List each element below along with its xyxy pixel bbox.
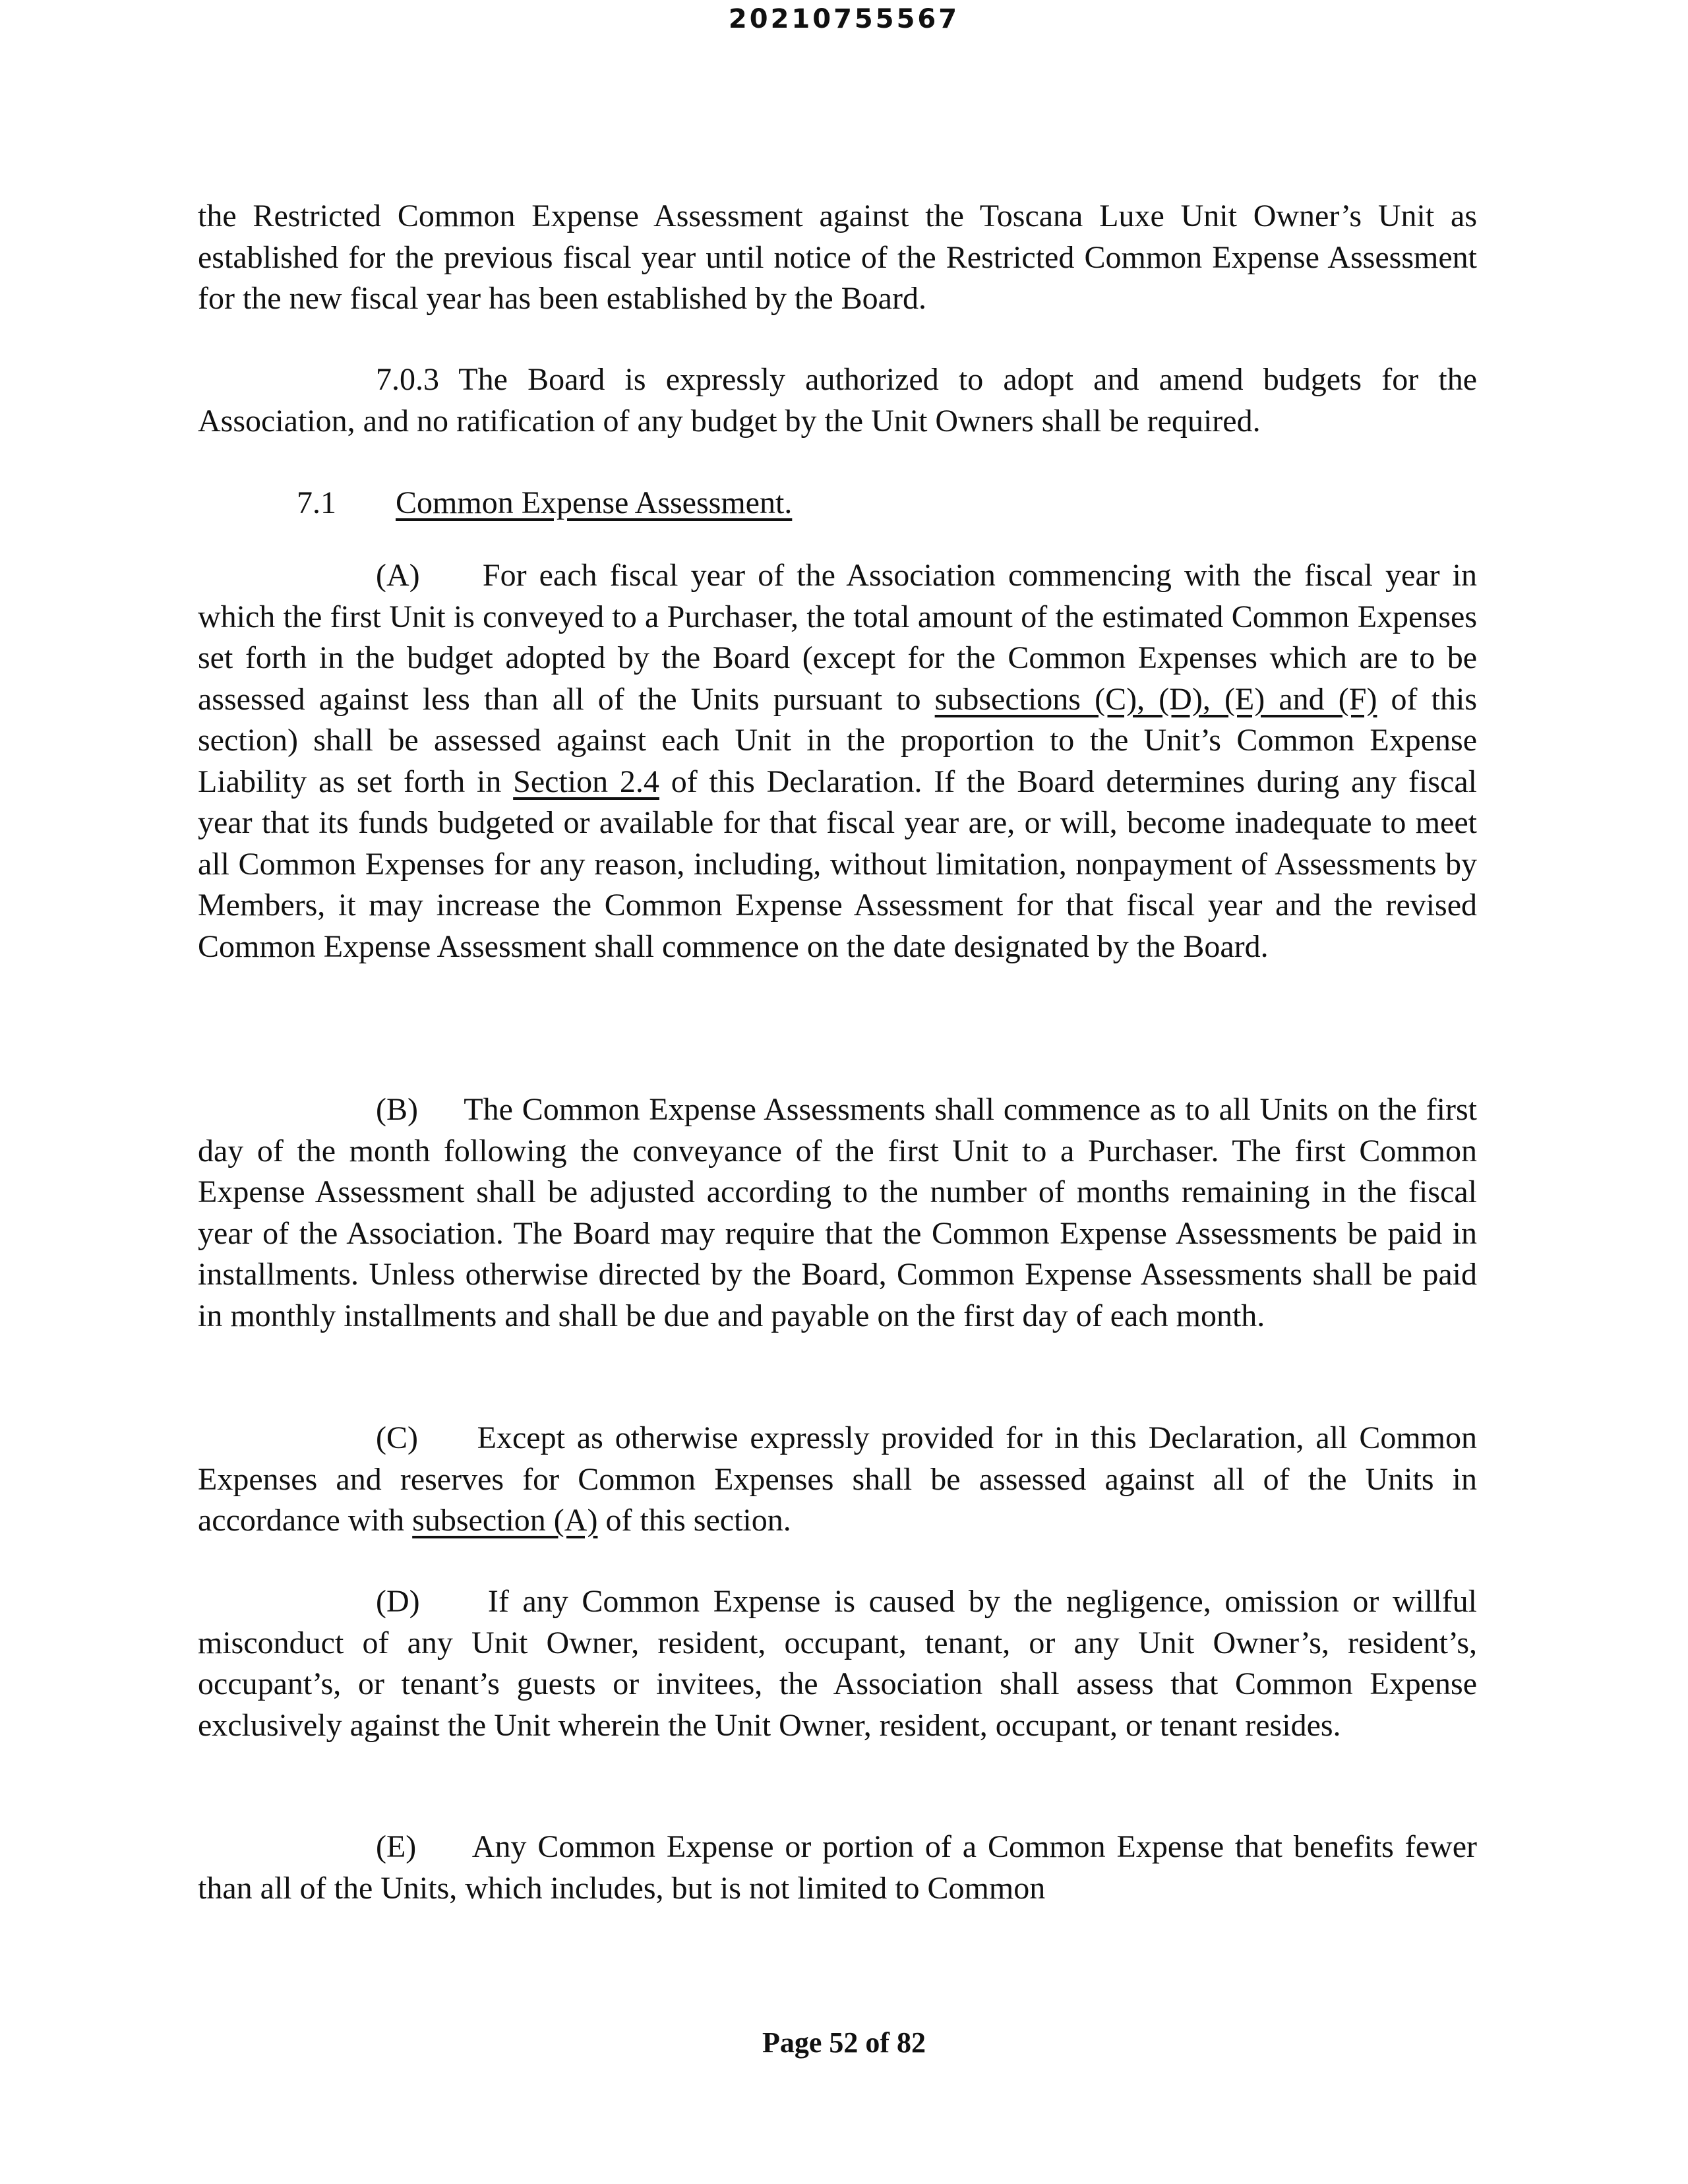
paragraph-d: (D) If any Common Expense is caused by the negligence, omission or willful misconduct of any Unit Owner, resident, occupant, tenant, or any Unit Owner’s, resident’s, occupant’s, or tenant’s guests or invitees, the Association shall assess that Common Expense exclusively against the Unit wherein the Unit Owner, resident, occupant, or tenant resides. <box>198 1584 1477 1743</box>
paragraph-c-text: (C) Except as otherwise expressly provided for in this Declaration, all Common Expenses and reserves for Common Expenses shall be assessed against all of the Units in accordance with <box>198 1420 1477 1538</box>
page-number: Page 52 of 82 <box>762 2026 926 2059</box>
subsection-a-reference: subsection (A) <box>412 1503 598 1538</box>
paragraph-continuation: the Restricted Common Expense Assessment against the Toscana Luxe Unit Owner’s Unit as established for the previous fiscal year until notice of the Restricted Common Expense Assessment for the new fiscal year has been established by the Board. <box>198 198 1477 316</box>
paragraph-b: (B) The Common Expense Assessments shall commence as to all Units on the first day of the month following the conveyance of the first Unit to a Purchaser. The first Common Expense Assessment shall be adjusted according to the number of months remaining in the fiscal year of the Association. The Board may require that the Common Expense Assessments be paid in installments. Unless otherwise directed by the Board, Common Expense Assessments shall be paid in monthly installments and shall be due and payable on the first day of each month. <box>198 1092 1477 1333</box>
paragraph-a-text: of this Declaration. If the Board determines during any fiscal year that its funds budgeted or available for that fiscal year are, or will, become inadequate to meet all Common Expenses for any reason, including, without limitation, nonpayment of Assessments by Members, it may increase the Common Expense Assessment for that fiscal year and the revised Common Expense Assessment shall commence on the date designated by the Board. <box>198 764 1478 964</box>
document-number: 20210755567 <box>728 4 960 34</box>
section-title: Common Expense Assessment. <box>396 485 793 520</box>
section-number: 7.1 <box>297 485 336 520</box>
paragraph-e: (E) Any Common Expense or portion of a Common Expense that benefits fewer than all of the Units, which includes, but is not limited to Common <box>198 1829 1477 1906</box>
paragraph-c <box>198 1418 1477 1542</box>
paragraph-a <box>198 555 1477 967</box>
section-heading-7-1 <box>198 483 1477 524</box>
paragraph-a-text: (A) For each fiscal year of the Association commencing with the fiscal year in which the first Unit is conveyed to a Purchaser, the total amount of the estimated Common Expenses set forth in the budget adopted by the Board (except for the Common Expenses which are to be assessed against less than all of the Units pursuant to <box>198 558 1477 717</box>
paragraph-a-text: of this section) shall be assessed against each Unit in the proportion to the Unit’s Common Expense Liability as set forth in <box>198 681 1478 799</box>
subsections-reference: subsections (C), (D), (E) and (F) <box>934 681 1377 717</box>
paragraph-7-0-3: 7.0.3 The Board is expressly authorized to adopt and amend budgets for the Association, and no ratification of any budget by the Unit Owners shall be required. <box>198 362 1477 439</box>
paragraph-c-text: of this section. <box>597 1503 791 1538</box>
section-2-4-reference: Section 2.4 <box>513 764 659 799</box>
